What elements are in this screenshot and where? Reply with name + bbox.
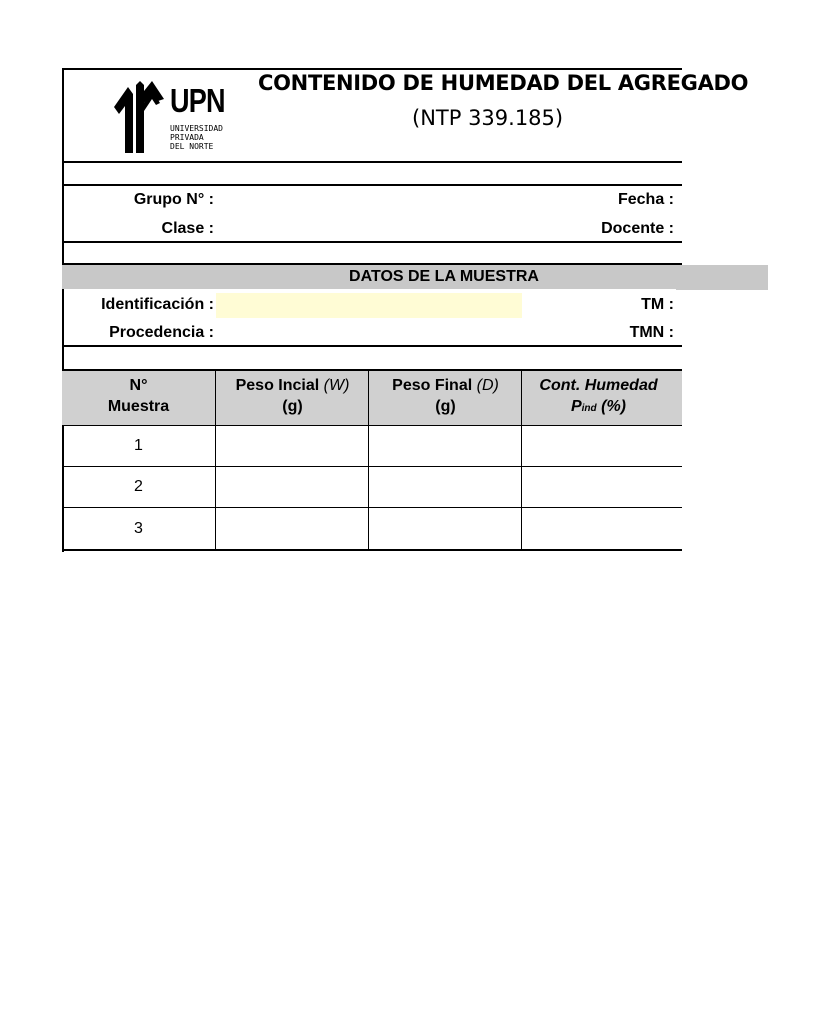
col-header-moisture <box>522 375 675 419</box>
col-divider-1 <box>215 369 216 551</box>
table-row-2-number: 2 <box>134 478 143 495</box>
fecha-label: Fecha : <box>617 191 674 208</box>
table-row-1-number: 1 <box>134 437 143 454</box>
col-divider-3 <box>521 369 522 551</box>
row-divider-1 <box>62 466 682 467</box>
logo-wordmark: UPN <box>170 82 225 119</box>
identificacion-input[interactable] <box>216 293 522 318</box>
procedencia-label: Procedencia : <box>109 324 214 341</box>
logo-line-1: UNIVERSIDAD <box>170 124 223 133</box>
col-header-initial-weight-unit: (g) <box>282 398 303 415</box>
col-header-initial-weight-var: W <box>328 377 345 394</box>
upn-arrow-icon <box>114 81 170 153</box>
table-bottom-border <box>62 549 682 551</box>
docente-label: Docente : <box>601 220 674 237</box>
col-header-final-weight-text: Peso Final <box>392 377 473 394</box>
page-subtitle: (NTP 339.185) <box>412 106 564 130</box>
col-header-moisture-unit: (%) <box>601 398 626 415</box>
grupo-label: Grupo N° : <box>133 191 214 208</box>
upn-logo <box>114 76 234 158</box>
clase-label: Clase : <box>161 220 214 237</box>
table-top-border <box>62 369 682 371</box>
border-top <box>62 68 682 70</box>
border-header-bottom <box>62 161 682 163</box>
border-info-bottom <box>62 241 682 243</box>
col-header-initial-weight-text: Peso Incial <box>235 377 320 394</box>
col-header-moisture-sub: ind <box>581 403 597 414</box>
page-title: CONTENIDO DE HUMEDAD DEL AGREGADO <box>258 71 749 95</box>
col-header-moisture-var: P <box>570 398 582 415</box>
logo-line-3: DEL NORTE <box>170 142 214 151</box>
col-header-final-weight-unit: (g) <box>435 398 456 415</box>
row-divider-header <box>62 425 682 426</box>
gray-column-fragment <box>676 265 768 290</box>
table-row-3-number: 3 <box>134 520 143 537</box>
tmn-label: TMN : <box>629 324 674 341</box>
moisture-content-sheet <box>62 68 749 552</box>
col-divider-2 <box>368 369 369 551</box>
col-header-sample-line1: N° <box>129 377 148 394</box>
col-header-final-weight: Peso Final (D) (g) <box>369 375 522 417</box>
border-info-top <box>62 184 682 186</box>
identificacion-label: Identificación : <box>101 296 214 313</box>
row-divider-2 <box>62 507 682 508</box>
col-header-final-weight-var: D <box>481 377 494 394</box>
col-header-initial-weight: Peso Incial (W) (g) <box>216 375 369 417</box>
col-header-sample <box>62 375 215 417</box>
sample-data-title: DATOS DE LA MUESTRA <box>349 268 539 285</box>
logo-line-2: PRIVADA <box>170 133 204 142</box>
border-sample-bottom <box>62 345 682 347</box>
tm-label: TM : <box>641 296 674 313</box>
col-header-sample-line2: Muestra <box>107 398 170 415</box>
col-header-moisture-line1: Cont. Humedad <box>539 377 658 394</box>
